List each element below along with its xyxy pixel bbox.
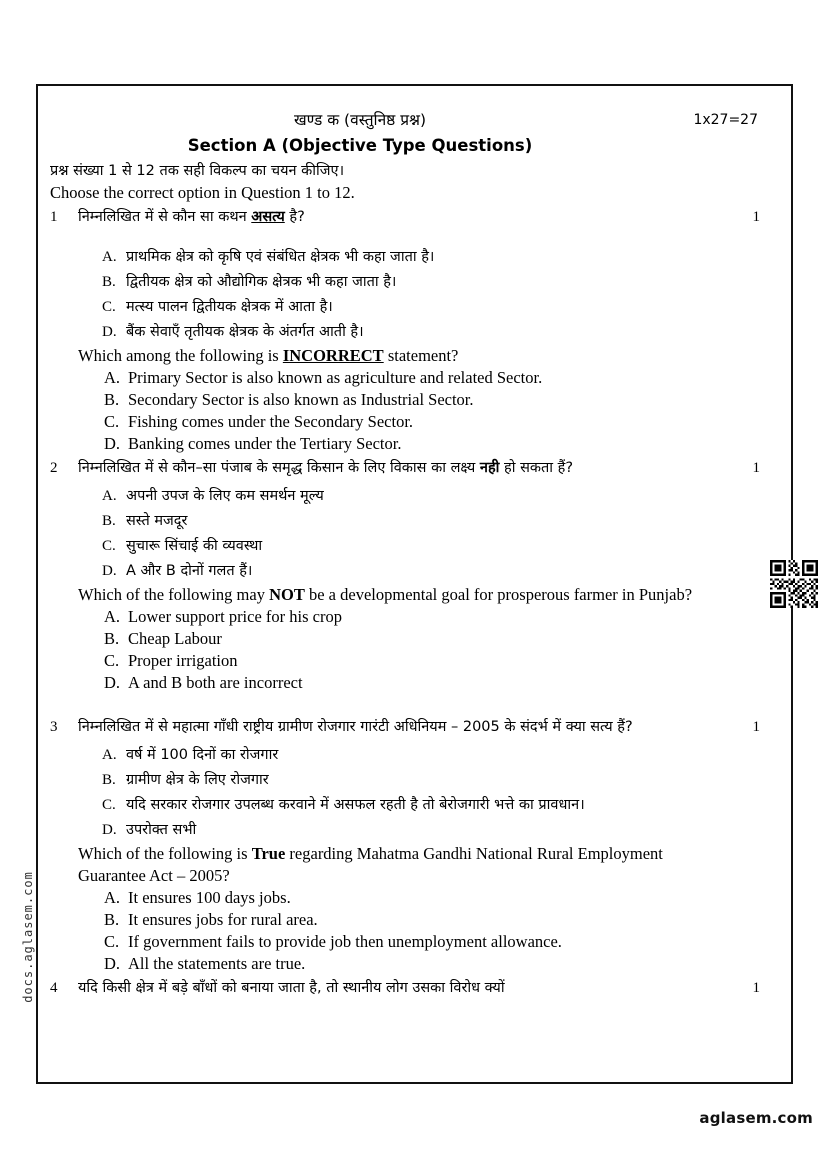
- option-text: Primary Sector is also known as agriculture and related Sector.: [128, 368, 543, 387]
- question-marks: 1: [752, 209, 760, 225]
- stem-hindi-pre: निम्नलिखित में से कौन–सा पंजाब के समृद्ध किसान के लिए विकास का लक्ष्य: [78, 460, 480, 476]
- question-stem-english: [78, 345, 720, 367]
- option-label: A.: [102, 488, 117, 504]
- question-number: 2: [50, 460, 58, 476]
- option-text: यदि सरकार रोजगार उपलब्ध करवाने में असफल रहती है तो बेरोजगारी भत्ते का प्रावधान।: [126, 797, 585, 813]
- question-2: [50, 457, 780, 694]
- option-item[interactable]: [102, 320, 720, 345]
- option-item[interactable]: [104, 953, 720, 975]
- option-label: D.: [104, 673, 121, 692]
- option-label: D.: [102, 324, 117, 340]
- question-3: [50, 716, 780, 975]
- instruction-hindi: प्रश्न संख्या 1 से 12 तक सही विकल्प का चयन कीजिए।: [50, 163, 345, 179]
- option-text: Lower support price for his crop: [128, 607, 342, 626]
- option-text: बैंक सेवाएँ तृतीयक क्षेत्रक के अंतर्गत आती है।: [126, 324, 364, 340]
- option-label: D.: [102, 563, 117, 579]
- option-text: Cheap Labour: [128, 629, 222, 648]
- option-text: सस्ते मजदूर: [126, 513, 188, 529]
- question-stem-hindi: [78, 206, 720, 229]
- option-item[interactable]: [102, 245, 720, 270]
- question-stem-english: [78, 584, 720, 606]
- option-text: A और B दोनों गलत हैं।: [126, 563, 253, 579]
- option-label: C.: [102, 797, 116, 813]
- stem-english-pre: Which of the following is: [78, 844, 252, 863]
- question-stem-hindi: यदि किसी क्षेत्र में बड़े बाँधों को बनाया जाता है, तो स्थानीय लोग उसका विरोध क्यों: [78, 980, 505, 996]
- stem-english-post: regarding Mahatma Gandhi National Rural Employment Guarantee Act – 2005?: [78, 844, 663, 885]
- option-label: C.: [102, 538, 116, 554]
- option-text: वर्ष में 100 दिनों का रोजगार: [126, 747, 279, 763]
- option-item[interactable]: [102, 509, 720, 534]
- option-text: If government fails to provide job then unemployment allowance.: [128, 932, 562, 951]
- options-hindi: [102, 743, 720, 843]
- option-label: C.: [104, 412, 120, 431]
- question-number: 4: [50, 980, 58, 996]
- option-item[interactable]: [102, 534, 720, 559]
- option-item[interactable]: [104, 887, 720, 909]
- option-label: B.: [104, 390, 120, 409]
- option-text: मत्स्य पालन द्वितीयक क्षेत्रक में आता है।: [126, 299, 333, 315]
- stem-english-emphasis: INCORRECT: [282, 346, 384, 365]
- option-label: A.: [104, 888, 121, 907]
- question-marks: 1: [752, 980, 760, 996]
- stem-hindi-post: हो सकता हैं?: [499, 460, 574, 476]
- option-label: B.: [104, 910, 120, 929]
- options-english: [104, 606, 720, 694]
- option-item[interactable]: [102, 818, 720, 843]
- option-text: उपरोक्त सभी: [126, 822, 197, 838]
- stem-english-pre: Which of the following may: [78, 585, 270, 604]
- option-item[interactable]: [102, 768, 720, 793]
- option-item[interactable]: [104, 367, 720, 389]
- stem-english-emphasis: NOT: [269, 585, 305, 604]
- option-text: Secondary Sector is also known as Industrial Sector.: [128, 390, 474, 409]
- qr-code: [770, 560, 818, 608]
- question-stem-hindi: [78, 457, 720, 480]
- option-label: D.: [102, 822, 117, 838]
- options-english: [104, 367, 720, 455]
- option-item[interactable]: [102, 559, 720, 584]
- option-item[interactable]: [104, 606, 720, 628]
- option-label: A.: [104, 368, 121, 387]
- option-text: प्राथमिक क्षेत्र को कृषि एवं संबंधित क्षेत्रक भी कहा जाता है।: [126, 249, 435, 265]
- option-item[interactable]: [102, 484, 720, 509]
- option-item[interactable]: [104, 628, 720, 650]
- stem-hindi-emphasis: नही: [479, 460, 500, 476]
- option-text: Proper irrigation: [128, 651, 238, 670]
- option-item[interactable]: [104, 672, 720, 694]
- option-label: C.: [104, 651, 120, 670]
- instruction-english: Choose the correct option in Question 1 to 12.: [50, 183, 355, 202]
- option-text: अपनी उपज के लिए कम समर्थन मूल्य: [126, 488, 324, 504]
- question-1: [50, 206, 780, 455]
- option-text: द्वितीयक क्षेत्र को औद्योगिक क्षेत्रक भी कहा जाता है।: [126, 274, 397, 290]
- option-item[interactable]: [104, 909, 720, 931]
- brand-watermark: aglasem.com: [699, 1109, 813, 1127]
- question-stem-english: [78, 843, 720, 887]
- option-label: A.: [104, 607, 121, 626]
- option-text: A and B both are incorrect: [128, 673, 303, 692]
- option-text: सुचारू सिंचाई की व्यवस्था: [126, 538, 263, 554]
- option-label: B.: [102, 513, 116, 529]
- stem-english-pre: Which among the following is: [78, 346, 283, 365]
- stem-english-post: be a developmental goal for prosperous farmer in Punjab?: [304, 585, 693, 604]
- stem-hindi-emphasis: असत्य: [251, 209, 285, 225]
- stem-hindi-post: है?: [284, 209, 305, 225]
- paper-header: [50, 110, 780, 134]
- options-english: [104, 887, 720, 975]
- option-item[interactable]: [102, 793, 720, 818]
- stem-english-post: statement?: [383, 346, 459, 365]
- option-label: A.: [102, 249, 117, 265]
- option-text: It ensures 100 days jobs.: [128, 888, 291, 907]
- option-label: D.: [104, 954, 121, 973]
- question-stem-hindi: निम्नलिखित में से महात्मा गाँधी राष्ट्रीय ग्रामीण रोजगार गारंटी अधिनियम – 2005 के संदर्भ में क्या सत्य हैं?: [78, 719, 633, 735]
- option-text: Fishing comes under the Secondary Sector.: [128, 412, 414, 431]
- option-label: A.: [102, 747, 117, 763]
- option-item[interactable]: [102, 270, 720, 295]
- option-label: C.: [102, 299, 116, 315]
- option-label: C.: [104, 932, 120, 951]
- side-watermark: docs.aglasem.com: [21, 871, 35, 1003]
- option-item[interactable]: [104, 411, 720, 433]
- option-item[interactable]: [104, 433, 720, 455]
- stem-english-emphasis: True: [251, 844, 286, 863]
- question-number: 3: [50, 719, 58, 735]
- question-marks: 1: [752, 460, 760, 476]
- option-label: B.: [102, 772, 116, 788]
- option-item[interactable]: [104, 931, 720, 953]
- options-hindi: [102, 484, 720, 584]
- question-4: [50, 977, 780, 1000]
- stem-hindi-pre: निम्नलिखित में से कौन सा कथन: [78, 209, 252, 225]
- options-hindi: [102, 245, 720, 345]
- option-item[interactable]: [104, 389, 720, 411]
- option-item[interactable]: [104, 650, 720, 672]
- option-text: Banking comes under the Tertiary Sector.: [128, 434, 402, 453]
- total-marks-label: 1x27=27: [693, 112, 758, 128]
- option-item[interactable]: [102, 295, 720, 320]
- option-text: It ensures jobs for rural area.: [128, 910, 318, 929]
- option-label: D.: [104, 434, 121, 453]
- option-text: ग्रामीण क्षेत्र के लिए रोजगार: [126, 772, 269, 788]
- option-text: All the statements are true.: [128, 954, 306, 973]
- question-number: 1: [50, 209, 58, 225]
- exam-paper-content: [50, 110, 780, 1070]
- khand-heading: खण्ड क (वस्तुनिष्ठ प्रश्न): [293, 111, 427, 129]
- section-heading: Section A (Objective Type Questions): [187, 136, 533, 155]
- option-item[interactable]: [102, 743, 720, 768]
- option-label: B.: [102, 274, 116, 290]
- question-marks: 1: [752, 719, 760, 735]
- option-label: B.: [104, 629, 120, 648]
